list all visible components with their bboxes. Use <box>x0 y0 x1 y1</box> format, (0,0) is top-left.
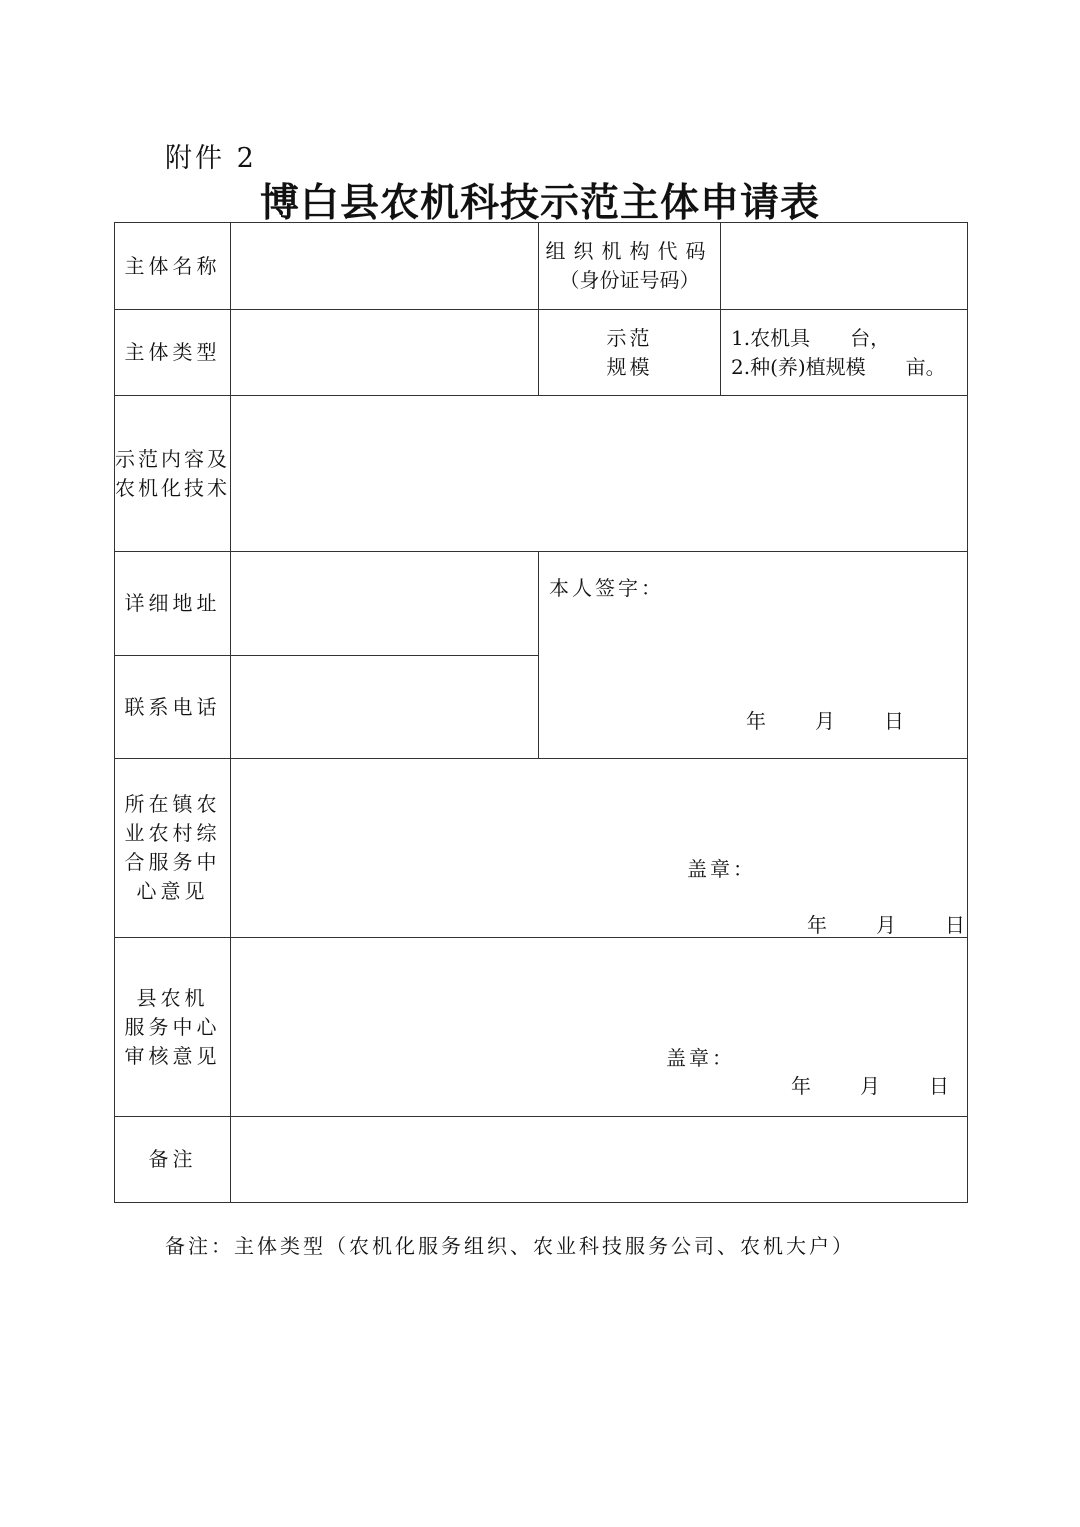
org-code-label <box>539 223 721 310</box>
county-label-line3: 审核意见 <box>124 1043 221 1068</box>
scale-machinery-line: 1.农机具 台， <box>731 325 891 350</box>
address-label: 详细地址 <box>115 552 231 656</box>
phone-field[interactable] <box>231 656 539 759</box>
county-label-line2: 服务中心 <box>124 1014 221 1039</box>
county-opinion-field[interactable] <box>231 938 968 1117</box>
type-label: 主体类型 <box>115 310 231 396</box>
footnote: 备注：主体类型（农机化服务组织、农业科技服务公司、农机大户） <box>165 1234 855 1258</box>
content-label <box>115 396 231 552</box>
remark-field[interactable] <box>231 1117 968 1203</box>
signature-label: 本人签字： <box>549 576 664 600</box>
county-label-line1: 县农机 <box>136 985 209 1010</box>
scale-label-line1: 示范 <box>606 325 653 350</box>
town-opinion-label <box>115 759 231 938</box>
town-label-line2: 业农村综 <box>124 821 221 845</box>
signature-date: 年 月 日 <box>746 709 907 733</box>
county-opinion-label <box>115 938 231 1117</box>
town-label-line1: 所在镇农 <box>124 792 221 816</box>
name-field[interactable] <box>231 223 539 310</box>
remark-label: 备注 <box>115 1117 231 1203</box>
town-label-line3: 合服务中 <box>124 850 221 874</box>
address-field[interactable] <box>231 552 539 656</box>
content-field[interactable] <box>231 396 968 552</box>
scale-planting-line: 2.种(养)植规模 亩。 <box>731 354 946 379</box>
signature-cell[interactable] <box>539 552 968 759</box>
scale-label <box>539 310 721 396</box>
name-label: 主体名称 <box>115 223 231 310</box>
org-code-field[interactable] <box>721 223 968 310</box>
form-title: 博白县农机科技示范主体申请表 <box>259 181 820 226</box>
town-date: 年 月 日 <box>807 913 968 937</box>
attachment-label: 附件 2 <box>165 143 257 174</box>
content-label-line1: 示范内容及 <box>115 446 230 471</box>
org-code-label-line2: （身份证号码） <box>559 268 700 292</box>
content-label-line2: 农机化技术 <box>115 475 230 500</box>
town-opinion-field[interactable] <box>231 759 968 938</box>
scale-field[interactable] <box>721 310 968 396</box>
type-field[interactable] <box>231 310 539 396</box>
county-seal-label: 盖章： <box>666 1046 735 1070</box>
org-code-label-line1: 组织机构代码 <box>545 239 714 263</box>
town-seal-label: 盖章： <box>687 857 756 881</box>
scale-label-line2: 规模 <box>606 354 653 379</box>
application-form-table <box>114 222 968 1203</box>
phone-label: 联系电话 <box>115 656 231 759</box>
county-date: 年 月 日 <box>791 1074 952 1098</box>
town-label-line4: 心意见 <box>136 879 209 903</box>
